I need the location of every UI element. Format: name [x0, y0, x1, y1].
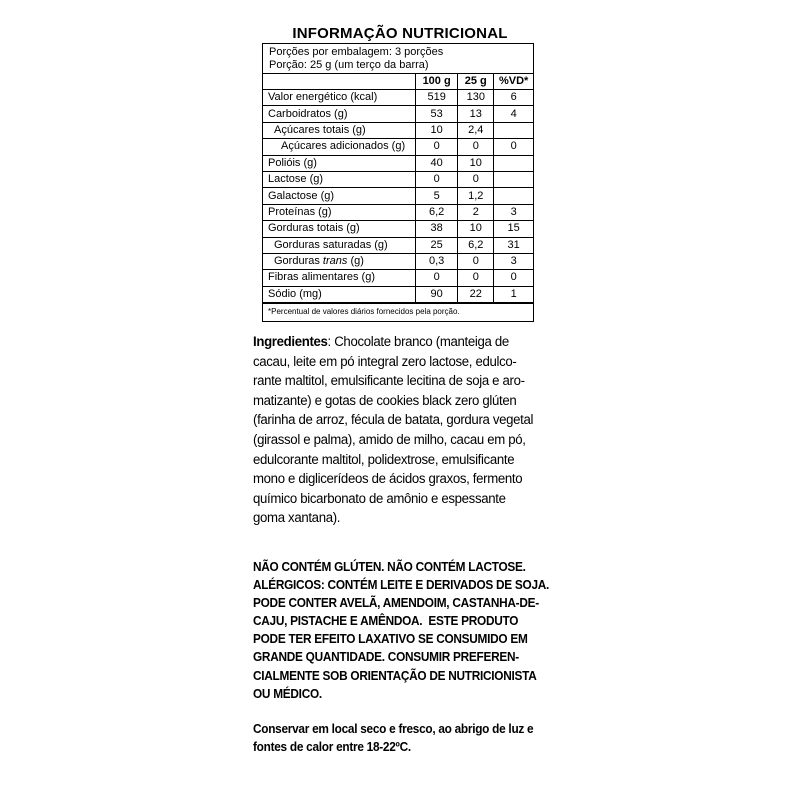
ingredients-block	[253, 333, 532, 529]
table-header-row	[263, 74, 533, 90]
value-25g: 0	[458, 253, 494, 269]
table-row	[263, 270, 533, 286]
table-footnote: *Percentual de valores diários fornecidos pela porção.	[263, 303, 533, 321]
nutrient-name: Carboidratos (g)	[263, 106, 416, 122]
ingredients-line: (girassol e palma), amido de milho, cacau em pó,	[253, 431, 526, 448]
warning-line: CAJU, PISTACHE E AMÊNDOA. ESTE PRODUTO	[253, 613, 519, 629]
storage-instructions	[253, 720, 535, 756]
value-vd: 31	[494, 237, 533, 253]
table-row	[263, 204, 533, 220]
value-100g: 0	[416, 171, 458, 187]
column-header-100g: 100 g	[416, 74, 458, 90]
nutrient-name	[263, 253, 416, 269]
nutrient-name: Açúcares adicionados (g)	[263, 139, 416, 155]
value-25g: 10	[458, 221, 494, 237]
header-blank	[263, 74, 416, 90]
ingredients-line: (farinha de arroz, fécula de batata, gordura vegetal	[253, 412, 534, 429]
ingredients-line: químico bicarbonato de amônio e espessante	[253, 490, 506, 507]
value-25g: 10	[458, 155, 494, 171]
table-row	[263, 139, 533, 155]
warning-line: OU MÉDICO.	[253, 685, 322, 701]
value-25g: 1,2	[458, 188, 494, 204]
nutrient-name: Valor energético (kcal)	[263, 90, 416, 106]
value-vd: 0	[494, 139, 533, 155]
ingredients-line: cacau, leite em pó integral zero lactose, edulco-	[253, 353, 517, 370]
nutrition-title: INFORMAÇÃO NUTRICIONAL	[292, 25, 508, 42]
value-25g: 2,4	[458, 122, 494, 138]
warning-line: CIALMENTE SOB ORIENTAÇÃO DE NUTRICIONISTA	[253, 667, 537, 683]
table-row	[263, 155, 533, 171]
value-25g: 0	[458, 139, 494, 155]
ingredients-line: edulcorante maltitol, polidextrose, emulsificante	[253, 451, 515, 468]
column-header-25g: 25 g	[458, 74, 494, 90]
value-100g: 10	[416, 122, 458, 138]
ingredients-line: matizante) e gotas de cookies black zero glúten	[253, 392, 517, 409]
value-25g: 13	[458, 106, 494, 122]
value-100g: 0	[416, 139, 458, 155]
value-vd	[494, 188, 533, 204]
value-100g: 6,2	[416, 204, 458, 220]
value-100g: 40	[416, 155, 458, 171]
nutrient-name-italic: trans	[322, 255, 348, 268]
table-row	[263, 122, 533, 138]
ingredients-line: goma xantana).	[253, 510, 341, 527]
value-vd	[494, 155, 533, 171]
table-row	[263, 188, 533, 204]
serving-size: Porção: 25 g (um terço da barra)	[269, 59, 429, 71]
value-25g: 0	[458, 270, 494, 286]
nutrient-name: Gorduras saturadas (g)	[263, 237, 416, 253]
ingredients-line: mono e diglicerídeos de ácidos graxos, fermento	[253, 471, 523, 488]
warning-line: PODE CONTER AVELÃ, AMENDOIM, CASTANHA-DE-	[253, 595, 539, 611]
nutrient-name: Polióis (g)	[263, 155, 416, 171]
table-row	[263, 237, 533, 253]
nutrient-name: Sódio (mg)	[263, 286, 416, 302]
portion-info	[263, 44, 533, 74]
nutrient-name: Gorduras totais (g)	[263, 221, 416, 237]
value-100g: 25	[416, 237, 458, 253]
warning-line: PODE TER EFEITO LAXATIVO SE CONSUMIDO EM	[253, 631, 528, 647]
ingredients-label: Ingredientes	[253, 334, 328, 350]
value-vd: 1	[494, 286, 533, 302]
value-25g: 130	[458, 90, 494, 106]
nutrient-name: Proteínas (g)	[263, 204, 416, 220]
ingredients-line	[253, 333, 532, 353]
table-row	[263, 90, 533, 106]
table-row	[263, 221, 533, 237]
table-row	[263, 106, 533, 122]
ingredients-line: rante maltitol, emulsificante lecitina de soja e aro-	[253, 373, 525, 390]
value-25g: 2	[458, 204, 494, 220]
warning-line: NÃO CONTÉM GLÚTEN. NÃO CONTÉM LACTOSE.	[253, 559, 526, 574]
nutrient-name: Galactose (g)	[263, 188, 416, 204]
nutrient-name: Fibras alimentares (g)	[263, 270, 416, 286]
value-vd: 3	[494, 253, 533, 269]
nutrient-name-prefix: Gorduras	[274, 255, 323, 268]
value-vd: 3	[494, 204, 533, 220]
table-row	[263, 286, 533, 302]
value-100g: 53	[416, 106, 458, 122]
value-100g: 90	[416, 286, 458, 302]
value-vd: 15	[494, 221, 533, 237]
value-vd: 4	[494, 106, 533, 122]
value-100g: 519	[416, 90, 458, 106]
value-100g: 0	[416, 270, 458, 286]
value-25g: 22	[458, 286, 494, 302]
allergen-warnings	[253, 558, 550, 703]
warning-line: ALÉRGICOS: CONTÉM LEITE E DERIVADOS DE SOJA.	[253, 577, 550, 593]
column-header-vd: %VD*	[494, 74, 533, 90]
nutrition-grid	[263, 74, 533, 303]
storage-line: fontes de calor entre 18-22ºC.	[253, 739, 411, 755]
value-100g: 0,3	[416, 253, 458, 269]
table-row	[263, 171, 533, 187]
warning-line: GRANDE QUANTIDADE. CONSUMIR PREFEREN-	[253, 649, 519, 665]
nutrient-name-suffix: (g)	[347, 255, 364, 268]
value-vd: 0	[494, 270, 533, 286]
value-vd	[494, 122, 533, 138]
nutrition-facts-table	[262, 43, 534, 322]
nutrient-name: Lactose (g)	[263, 171, 416, 187]
value-100g: 5	[416, 188, 458, 204]
value-100g: 38	[416, 221, 458, 237]
ingredients-text: : Chocolate branco (manteiga de	[327, 334, 509, 350]
value-25g: 6,2	[458, 237, 494, 253]
value-vd	[494, 171, 533, 187]
value-vd: 6	[494, 90, 533, 106]
storage-line: Conservar em local seco e fresco, ao abrigo de luz e	[253, 721, 534, 736]
value-25g: 0	[458, 171, 494, 187]
nutrient-name: Açúcares totais (g)	[263, 122, 416, 138]
servings-per-package: Porções por embalagem: 3 porções	[269, 46, 444, 58]
table-row	[263, 253, 533, 269]
